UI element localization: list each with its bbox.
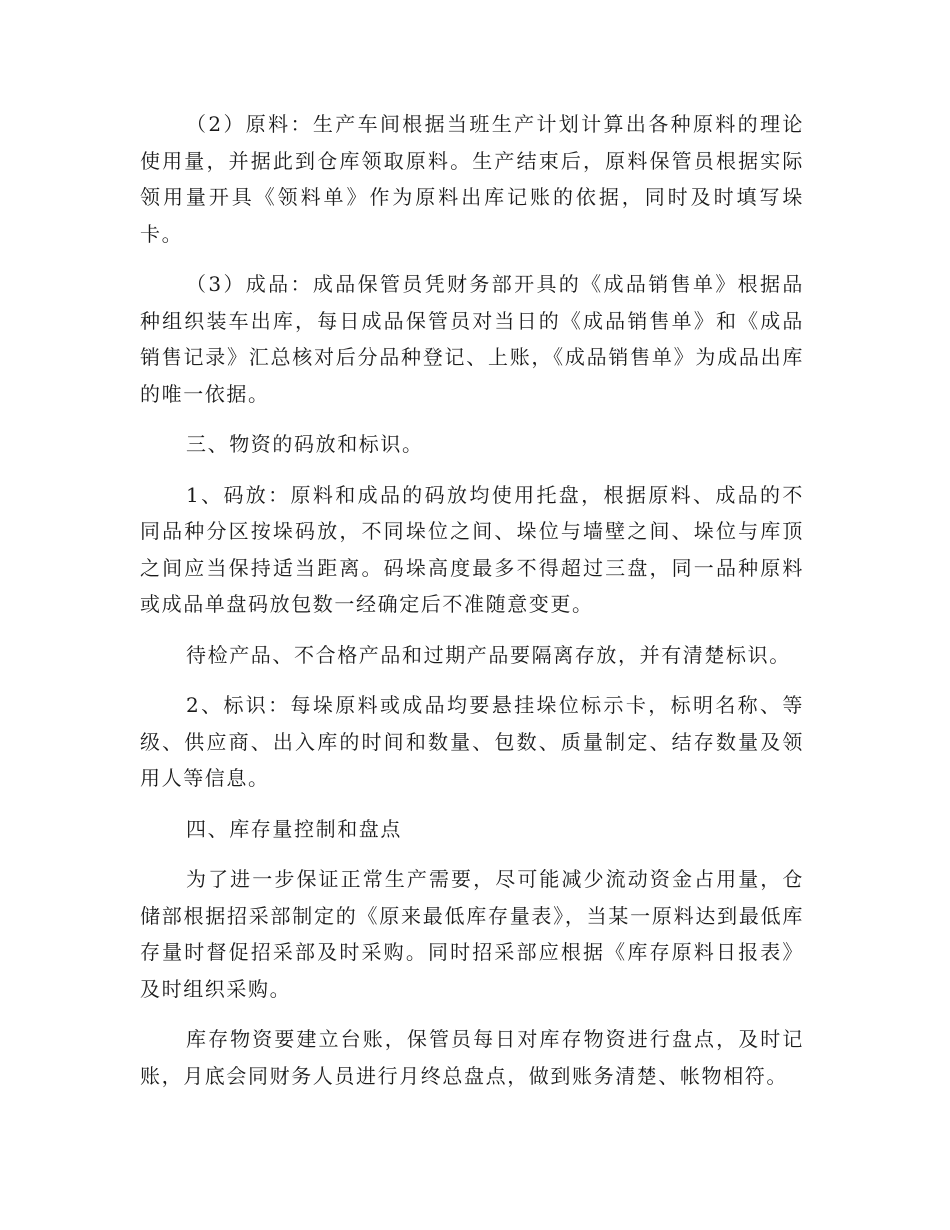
document-body [140, 106, 804, 1108]
paragraph-finished-products: （3）成品：成品保管员凭财务部开具的《成品销售单》根据品种组织装车出库，每日成品保管员对当日的《成品销售单》和《成品销售记录》汇总核对后分品种登记、上账，《成品销售单》为成品出库的唯一依据。 [140, 272, 804, 406]
paragraph-isolation: 待检产品、不合格产品和过期产品要隔离存放，并有清楚标识。 [186, 642, 791, 667]
paragraph-minimum-stock: 为了进一步保证正常生产需要，尽可能减少流动资金占用量，仓储部根据招采部制定的《原来最低库存量表》，当某一原料达到最低库存量时督促招采部及时采购。同时招采部应根据《库存原料日报表》及时组织采购。 [140, 867, 804, 1001]
paragraph-ledger: 库存物资要建立台账，保管员每日对库存物资进行盘点，及时记账，月底会同财务人员进行月终总盘点，做到账务清楚、帐物相符。 [140, 1027, 804, 1088]
section-heading-inventory-control: 四、库存量控制和盘点 [186, 816, 402, 841]
paragraph-raw-materials: （2）原料：生产车间根据当班生产计划计算出各种原料的理论使用量，并据此到仓库领取原料。生产结束后，原料保管员根据实际领用量开具《领料单》作为原料出库记账的依据，同时及时填写垛卡。 [140, 112, 804, 246]
paragraph-labeling: 2、标识：每垛原料或成品均要悬挂垛位标示卡，标明名称、等级、供应商、出入库的时间和数量、包数、质量制定、结存数量及领用人等信息。 [140, 693, 804, 790]
paragraph-stacking: 1、码放：原料和成品的码放均使用托盘，根据原料、成品的不同品种分区按垛码放，不同垛位之间、垛位与墙壁之间、垛位与库顶之间应当保持适当距离。码垛高度最多不得超过三盘，同一品种原料或成品单盘码放包数一经确定后不准随意变更。 [140, 482, 804, 616]
section-heading-storage-marking: 三、物资的码放和标识。 [186, 432, 424, 456]
